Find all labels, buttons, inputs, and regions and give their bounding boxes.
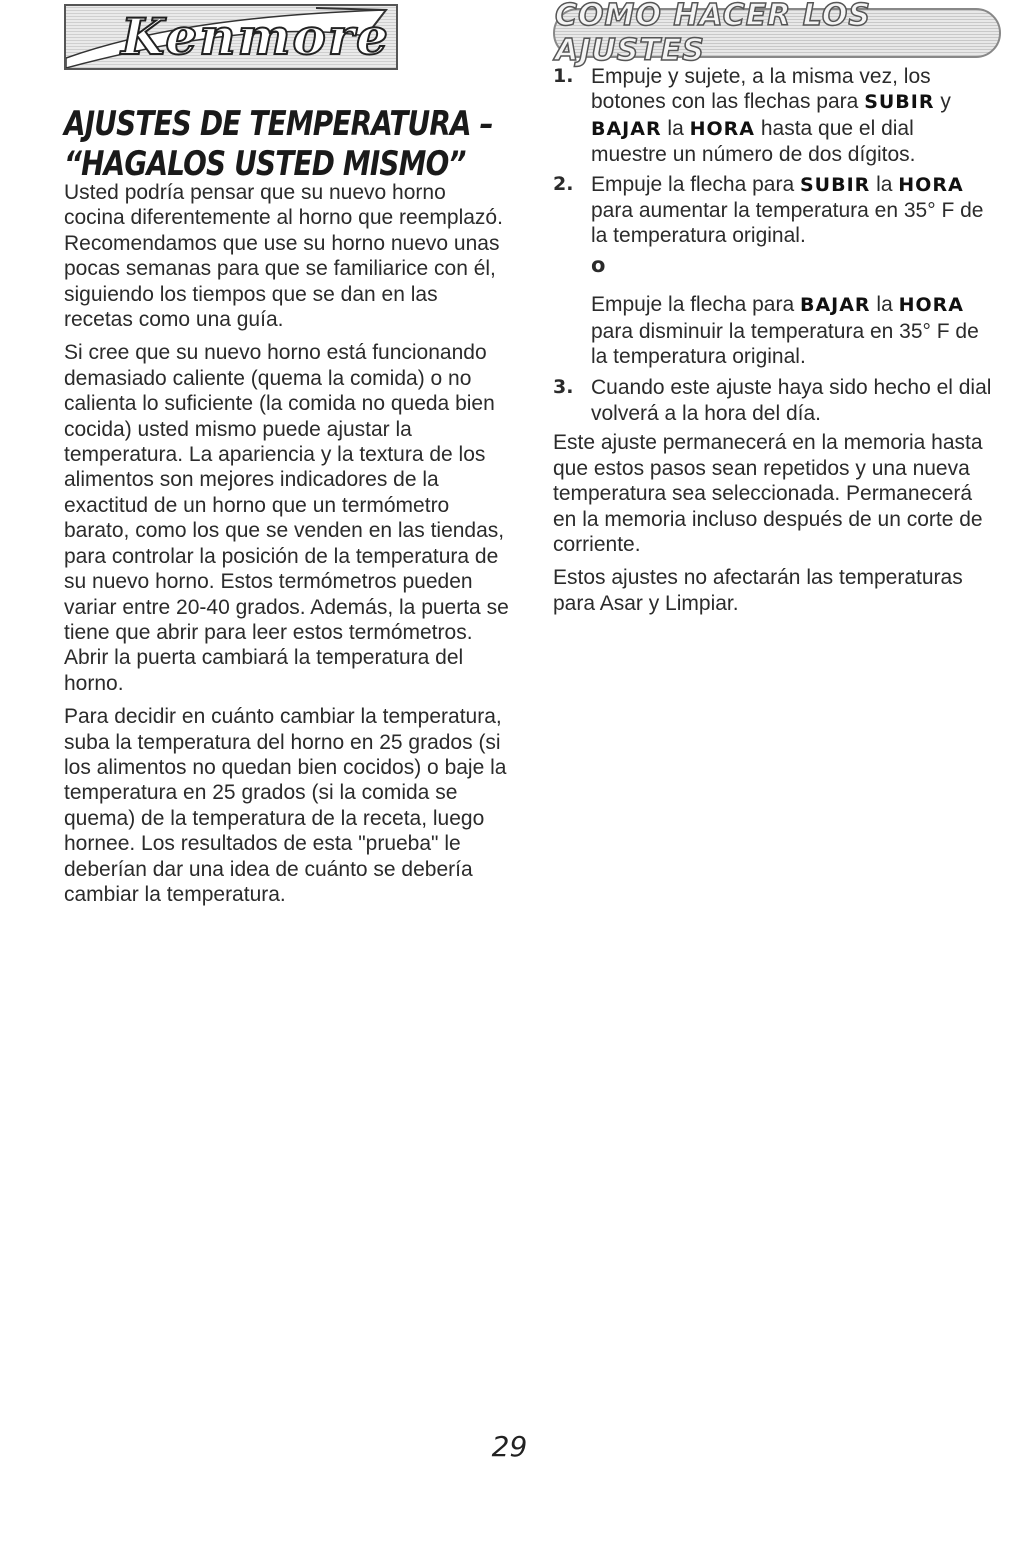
right-column: [553, 64, 993, 624]
keyword: SUBIR: [864, 91, 935, 114]
keyword: BAJAR: [799, 294, 871, 317]
heading-line-1: AJUSTES DE TEMPERATURA –: [64, 104, 493, 144]
step-number: 1.: [553, 65, 574, 87]
heading-line-2: “HAGALOS USTED MISMO”: [64, 144, 466, 184]
keyword: HORA: [689, 117, 755, 140]
step-text: Empuje la flecha para SUBIR la HORA para aumentar la temperatura en 35° F de la temperatura original.: [591, 172, 984, 248]
or-separator: o: [591, 252, 606, 277]
left-column: [64, 180, 509, 915]
keyword: BAJAR: [591, 117, 662, 140]
banner-title: COMO HACER LOS AJUSTES: [555, 0, 871, 68]
paragraph-broil-clean: Estos ajustes no afectarán las temperaturas para Asar y Limpiar.: [553, 566, 963, 615]
paragraph-test: Para decidir en cuánto cambiar la temperatura, suba la temperatura del horno en 25 grados (si los alimentos no quedan bien cocidos) o baje la temperatura en 25 grados (si la comida se quema) de la temperatura de la receta, luego hornee. Los resultados de esta "prueba" le deberían dar una idea de cuánto se debería cambiar la temperatura.: [64, 705, 507, 906]
keyword: SUBIR: [799, 173, 871, 196]
step-text: Cuando este ajuste haya sido hecho el dial volverá a la hora del día.: [591, 376, 992, 425]
step-number: 3.: [553, 376, 574, 399]
logo-text: Kenmore: [121, 7, 390, 66]
section-banner: [553, 0, 1001, 68]
kenmore-logo: [64, 4, 398, 70]
paragraph-thermometers: Si cree que su nuevo horno está funcionando demasiado caliente (quema la comida) o no calienta lo suficiente (la comida no queda bien cocida) usted mismo puede ajustar la temperatura. La apariencia y la textura de los alimentos son mejores indicadores de la exactitud de un horno que un termómetro barato, como los que se venden en las tiendas, para controlar la posición de la temperatura de su nuevo horno. Estos termómetros pueden variar entre 20-40 grados. Además, la puerta se tiene que abrir para leer estos termómetros. Abrir la puerta cambiará la temperatura del horno.: [64, 341, 509, 695]
step-text: Empuje y sujete, a la misma vez, los botones con las flechas para SUBIR y BAJAR la HORA hasta que el dial muestre un número de dos dígitos.: [591, 65, 951, 167]
keyword: HORA: [898, 294, 964, 317]
step-number: 2.: [553, 172, 574, 195]
step-1: [553, 64, 993, 168]
step-2: [553, 172, 993, 249]
step-2-alternative: Empuje la flecha para BAJAR la HORA para disminuir la temperatura en 35° F de la temperatura original.: [591, 293, 979, 369]
paragraph-intro: Usted podría pensar que su nuevo horno cocina diferentemente al horno que reemplazó. Recomendamos que use su horno nuevo unas pocas semanas para que se familiarice con él, siguiendo los tiempos que se dan en las recetas como una guía.: [64, 181, 503, 332]
keyword: HORA: [898, 173, 964, 196]
step-3: [553, 375, 993, 426]
page-heading: [64, 104, 493, 184]
page-number: 29: [491, 1430, 528, 1463]
paragraph-memory: Este ajuste permanecerá en la memoria hasta que estos pasos sean repetidos y una nueva temperatura sea seleccionada. Permanecerá en la memoria incluso después de un corte de corriente.: [553, 431, 983, 556]
